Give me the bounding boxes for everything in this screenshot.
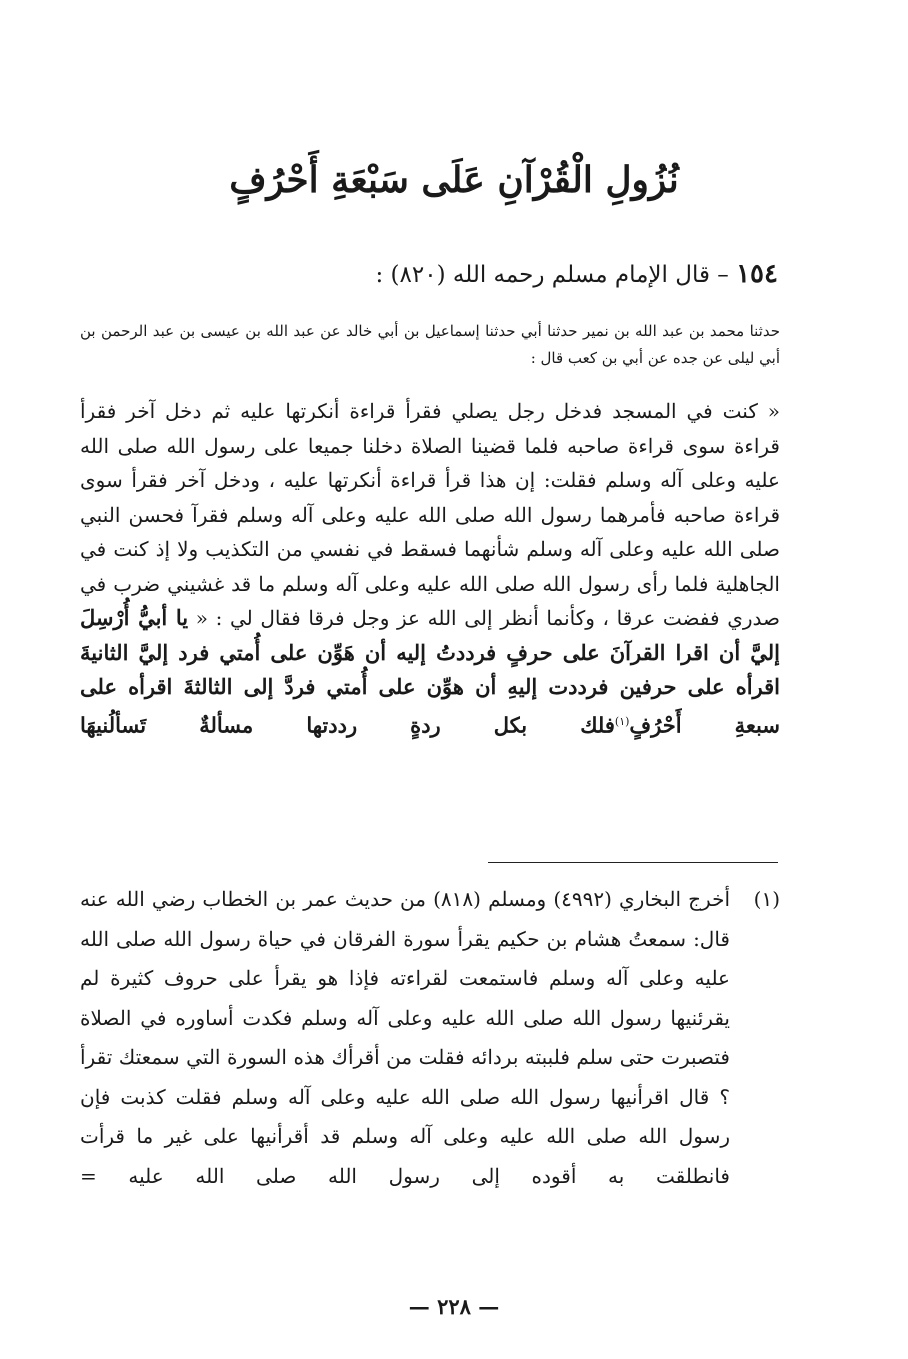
prophet-saying-part-1: يا أبيُّ أُرْسِلَ إليَّ أن اقرا القرآنَ على حرفٍ فرددتُ إليه أن هَوِّن على أُمتي فرد إليَّ الثانيةَ اقرأه على حرفين فرددت إليهِ أن هوِّن على أُمتي فردَّ إلى الثالثةَ اقرأه على سبعةِ أَحْرُفٍ: [80, 605, 780, 738]
footnote-marker: (١): [753, 887, 780, 911]
chapter-title: نُزُولِ الْقُرْآنِ عَلَى سَبْعَةِ أَحْرُفٍ: [229, 159, 679, 201]
footnote-text: أخرج البخاري (٤٩٩٢) ومسلم (٨١٨) من حديث عمر بن الخطاب رضي الله عنه قال: سمعتُ هشام بن حكيم يقرأ سورة الفرقان في حياة رسول الله صلى الله عليه وعلى آله وسلم فاستمعت لقراءته فإذا هو يقرأ على حروف كثيرة لم يقرئنيها رسول الله صلى الله عليه وعلى آله وسلم فكدت أساوره في الصلاة فتصبرت حتى سلم فلببته بردائه فقلت من أقرأك هذه السورة التي سمعتك تقرأ ؟ قال اقرأنيها رسول الله صلى الله عليه وعلى آله وسلم فقلت كذبت فإن رسول الله صلى الله عليه وعلى آله وسلم قد أقرأنيها على غير ما قرأت فانطلقت به أقوده إلى رسول الله صلى الله عليه =: [80, 887, 731, 1188]
hadith-number: ١٥٤: [736, 259, 778, 289]
hadith-matn-text: « كنت في المسجد فدخل رجل يصلي فقرأ قراءة أنكرتها عليه ثم دخل آخر فقرأ قراءة سوى قراءة صاحبه فلما قضينا الصلاة دخلنا جميعا على رسول الله صلى الله عليه وعلى آله وسلم فقلت: إن هذا قرأ قراءة أنكرتها عليه ، ودخل آخر فقرأ سوى قراءة صاحبه فأمرهما رسول الله صلى الله عليه وعلى آله وسلم فقرآ فحسن النبي صلى الله عليه وعلى آله وسلم شأنهما فسقط في نفسي من التكذيب ولا إذ كنت في الجاهلية فلما رأى رسول الله صلى الله عليه وعلى آله وسلم ما قد غشيني ضرب في صدري ففضت عرقا ، وكأنما أنظر إلى الله عز وجل فرقا فقال لي : «: [80, 399, 780, 630]
footnote: [80, 880, 780, 1196]
hadith-heading: [128, 254, 778, 295]
prophet-saying-part-2: فلك بكل ردةٍ رددتها مسألةٌ تَسألُنيهَا: [80, 712, 615, 738]
hadith-isnad: حدثنا محمد بن عبد الله بن نمير حدثنا أبي حدثنا إسماعيل بن أبي خالد عن عبد الله بن عيسى بن عبد الرحمن بن أبي ليلى عن جده عن أبي بن كعب قال :: [80, 322, 780, 367]
hadith-matn: [80, 394, 780, 743]
page-number: — ٢٢٨ —: [408, 1294, 500, 1319]
hadith-heading-text: – قال الإمام مسلم رحمه الله (٨٢٠) :: [375, 262, 737, 288]
footnote-reference[interactable]: (١): [614, 714, 630, 728]
footnote-separator: [488, 862, 778, 863]
